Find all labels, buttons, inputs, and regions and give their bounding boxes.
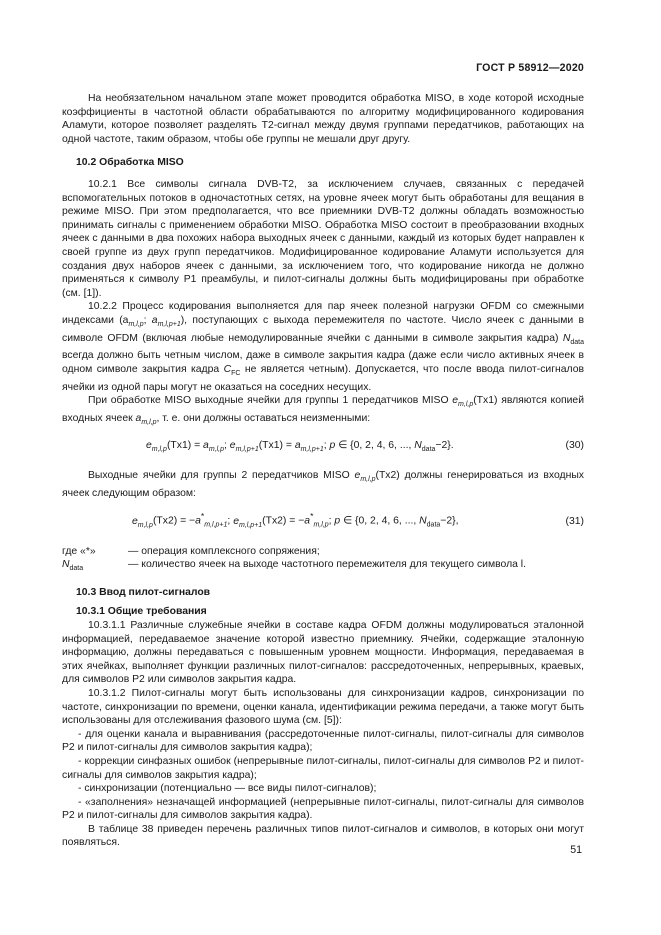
document-header: ГОСТ Р 58912—2020 bbox=[476, 62, 584, 74]
paragraph-10-2-1: 10.2.1 Все символы сигнала DVB-T2, за исключением случаев, связанных с передачей вспомогательных потоков в одночастотных сетях, на уровне ячеек могут быть обработаны для вещания в режиме MISO. При этом предполагается, что все приемники DVB-T2 должны обладать возможностью принимать сигналы с применением обработки MISO. Обработка MISO состоит в преобразовании входных ячеек с данными в два похожих набора выходных ячеек с данными, каждый из которых будет направлен к своей группе из двух групп передатчиков. Модифицированное кодирование Аламути используется для создания двух наборов ячеек с данными, за исключением того, что кодирование никогда не должно применяться к символу P1 преамбулы, и пилот-сигналы должны быть модифицированы при обработке (см. [1]). bbox=[62, 178, 584, 299]
section-heading-10-2: 10.2 Обработка MISO bbox=[76, 157, 184, 169]
paragraph-table-38: В таблице 38 приведен перечень различных типов пилот-сигналов и символов, в которых они могут появляться. bbox=[62, 823, 584, 849]
equation-number-31: (31) bbox=[565, 515, 584, 527]
paragraph-group2: Выходные ячейки для группы 2 передатчиков MISO $e_{m,l,p}(Tx2)$ должны генерироваться из входных ячеек следующим образом: bbox=[62, 470, 584, 499]
equation-31: $e_{m,l,p}(Tx2) = -a^*_{m,l,p+1}$; $e_{m,l,p+1}(Tx2) = -a^*_{m,l,p}$; p ∈ {0, 2, 4, 6, ..., $N_{data}-2$}, (31) bbox=[132, 511, 584, 529]
definition-ndata: $N_{data}$ — количество ячеек на выходе частотного перемежителя для текущего символа l. bbox=[62, 559, 526, 573]
paragraph-group1: При обработке MISO выходные ячейки для группы 1 передатчиков MISO $e_{m,l,p}(Tx1)$ являются копией входных ячеек $a_{m,l,p}$, т. е. они должны оставаться неизменными: bbox=[62, 395, 585, 426]
definitions bbox=[62, 545, 584, 576]
document-body bbox=[62, 92, 584, 850]
subsection-heading-10-3-1: 10.3.1 Общие требования bbox=[76, 606, 207, 618]
paragraph-10-3-1-1: 10.3.1.1 Различные служебные ячейки в составе кадра OFDM должны модулироваться эталонной информацией, передаваемое значение которой известно приемнику. Ячейки, содержащие эталонную информацию, должны передаваться с повышенным уровнем мощности. Информация, передаваемая в этих ячейках, выполняет функции различных пилот-сигналов: рассредоточенных, непрерывных, краевых, для символов P2 или символов закрытия кадра. bbox=[62, 619, 584, 686]
paragraph-10-3-1-2: 10.3.1.2 Пилот-сигналы могут быть использованы для синхронизации кадров, синхронизации по частоте, синхронизации по времени, оценки канала, идентификации режима передачи, а также могут быть использованы для отслеживания фазового шума (см. [5]): bbox=[62, 687, 584, 727]
list-item: - для оценки канала и выравнивания (рассредоточенные пилот-сигналы, пилот-сигналы для символов P2 и пилот-сигналы для символов закрытия кадра); bbox=[62, 728, 584, 754]
intro-paragraph: На необязательном начальном этапе может проводится обработка MISO, в ходе которой исходные коэффициенты в частотной области обрабатываются по алгоритму модифицированного кодирования Аламути, которое позволяет разделять Т2-сигнал между двумя группами передатчиков, работающих на одной частоте, таким образом, чтобы обе группы не мешали друг другу. bbox=[62, 93, 584, 145]
definition-conjugate: где «*» — операция комплексного сопряжения; bbox=[62, 545, 320, 557]
equation-30: $e_{m,l,p}(Tx1) = a_{m,l,p}$; $e_{m,l,p+1}(Tx1) = a_{m,l,p+1}$; p ∈ {0, 2, 4, 6, ..., $N_{data}-2$}. (30) bbox=[146, 440, 584, 454]
equation-number-30: (30) bbox=[565, 440, 584, 452]
page-number: 51 bbox=[570, 844, 582, 856]
section-heading-10-3: 10.3 Ввод пилот-сигналов bbox=[76, 586, 211, 598]
list-item: - синхронизации (потенциально — все виды пилот-сигналов); bbox=[78, 783, 377, 795]
paragraph-10-2-2: 10.2.2 Процесс кодирования выполняется для пар ячеек полезной нагрузки OFDM со смежными индексами ($a_{m,l,p}$; $a_{m,l,p+1}$), поступающих с выхода перемежителя по частоте. Число ячеек с данными в символе OFDM (включая любые немодулированные ячейки с данными в символе закрытия кадра) $N_{data}$ всегда должно быть четным числом, даже в символе закрытия кадра (даже если число активных ячеек в одном символе закрытия кадра $C_{FC}$ не является четным). Допускается, что после ввода пилот-сигналов ячейки из одной пары могут не оказаться на соседних несущих. bbox=[62, 301, 584, 393]
list-item: - коррекции синфазных ошибок (непрерывные пилот-сигналы, пилот-сигналы для символов P2 и пилот-сигналы для символов закрытия кадра); bbox=[62, 755, 584, 781]
list-item: - «заполнения» незначащей информацией (непрерывные пилот-сигналы, пилот-сигналы для символов P2 и пилот-сигналы для символов закрытия кадра). bbox=[62, 796, 584, 822]
